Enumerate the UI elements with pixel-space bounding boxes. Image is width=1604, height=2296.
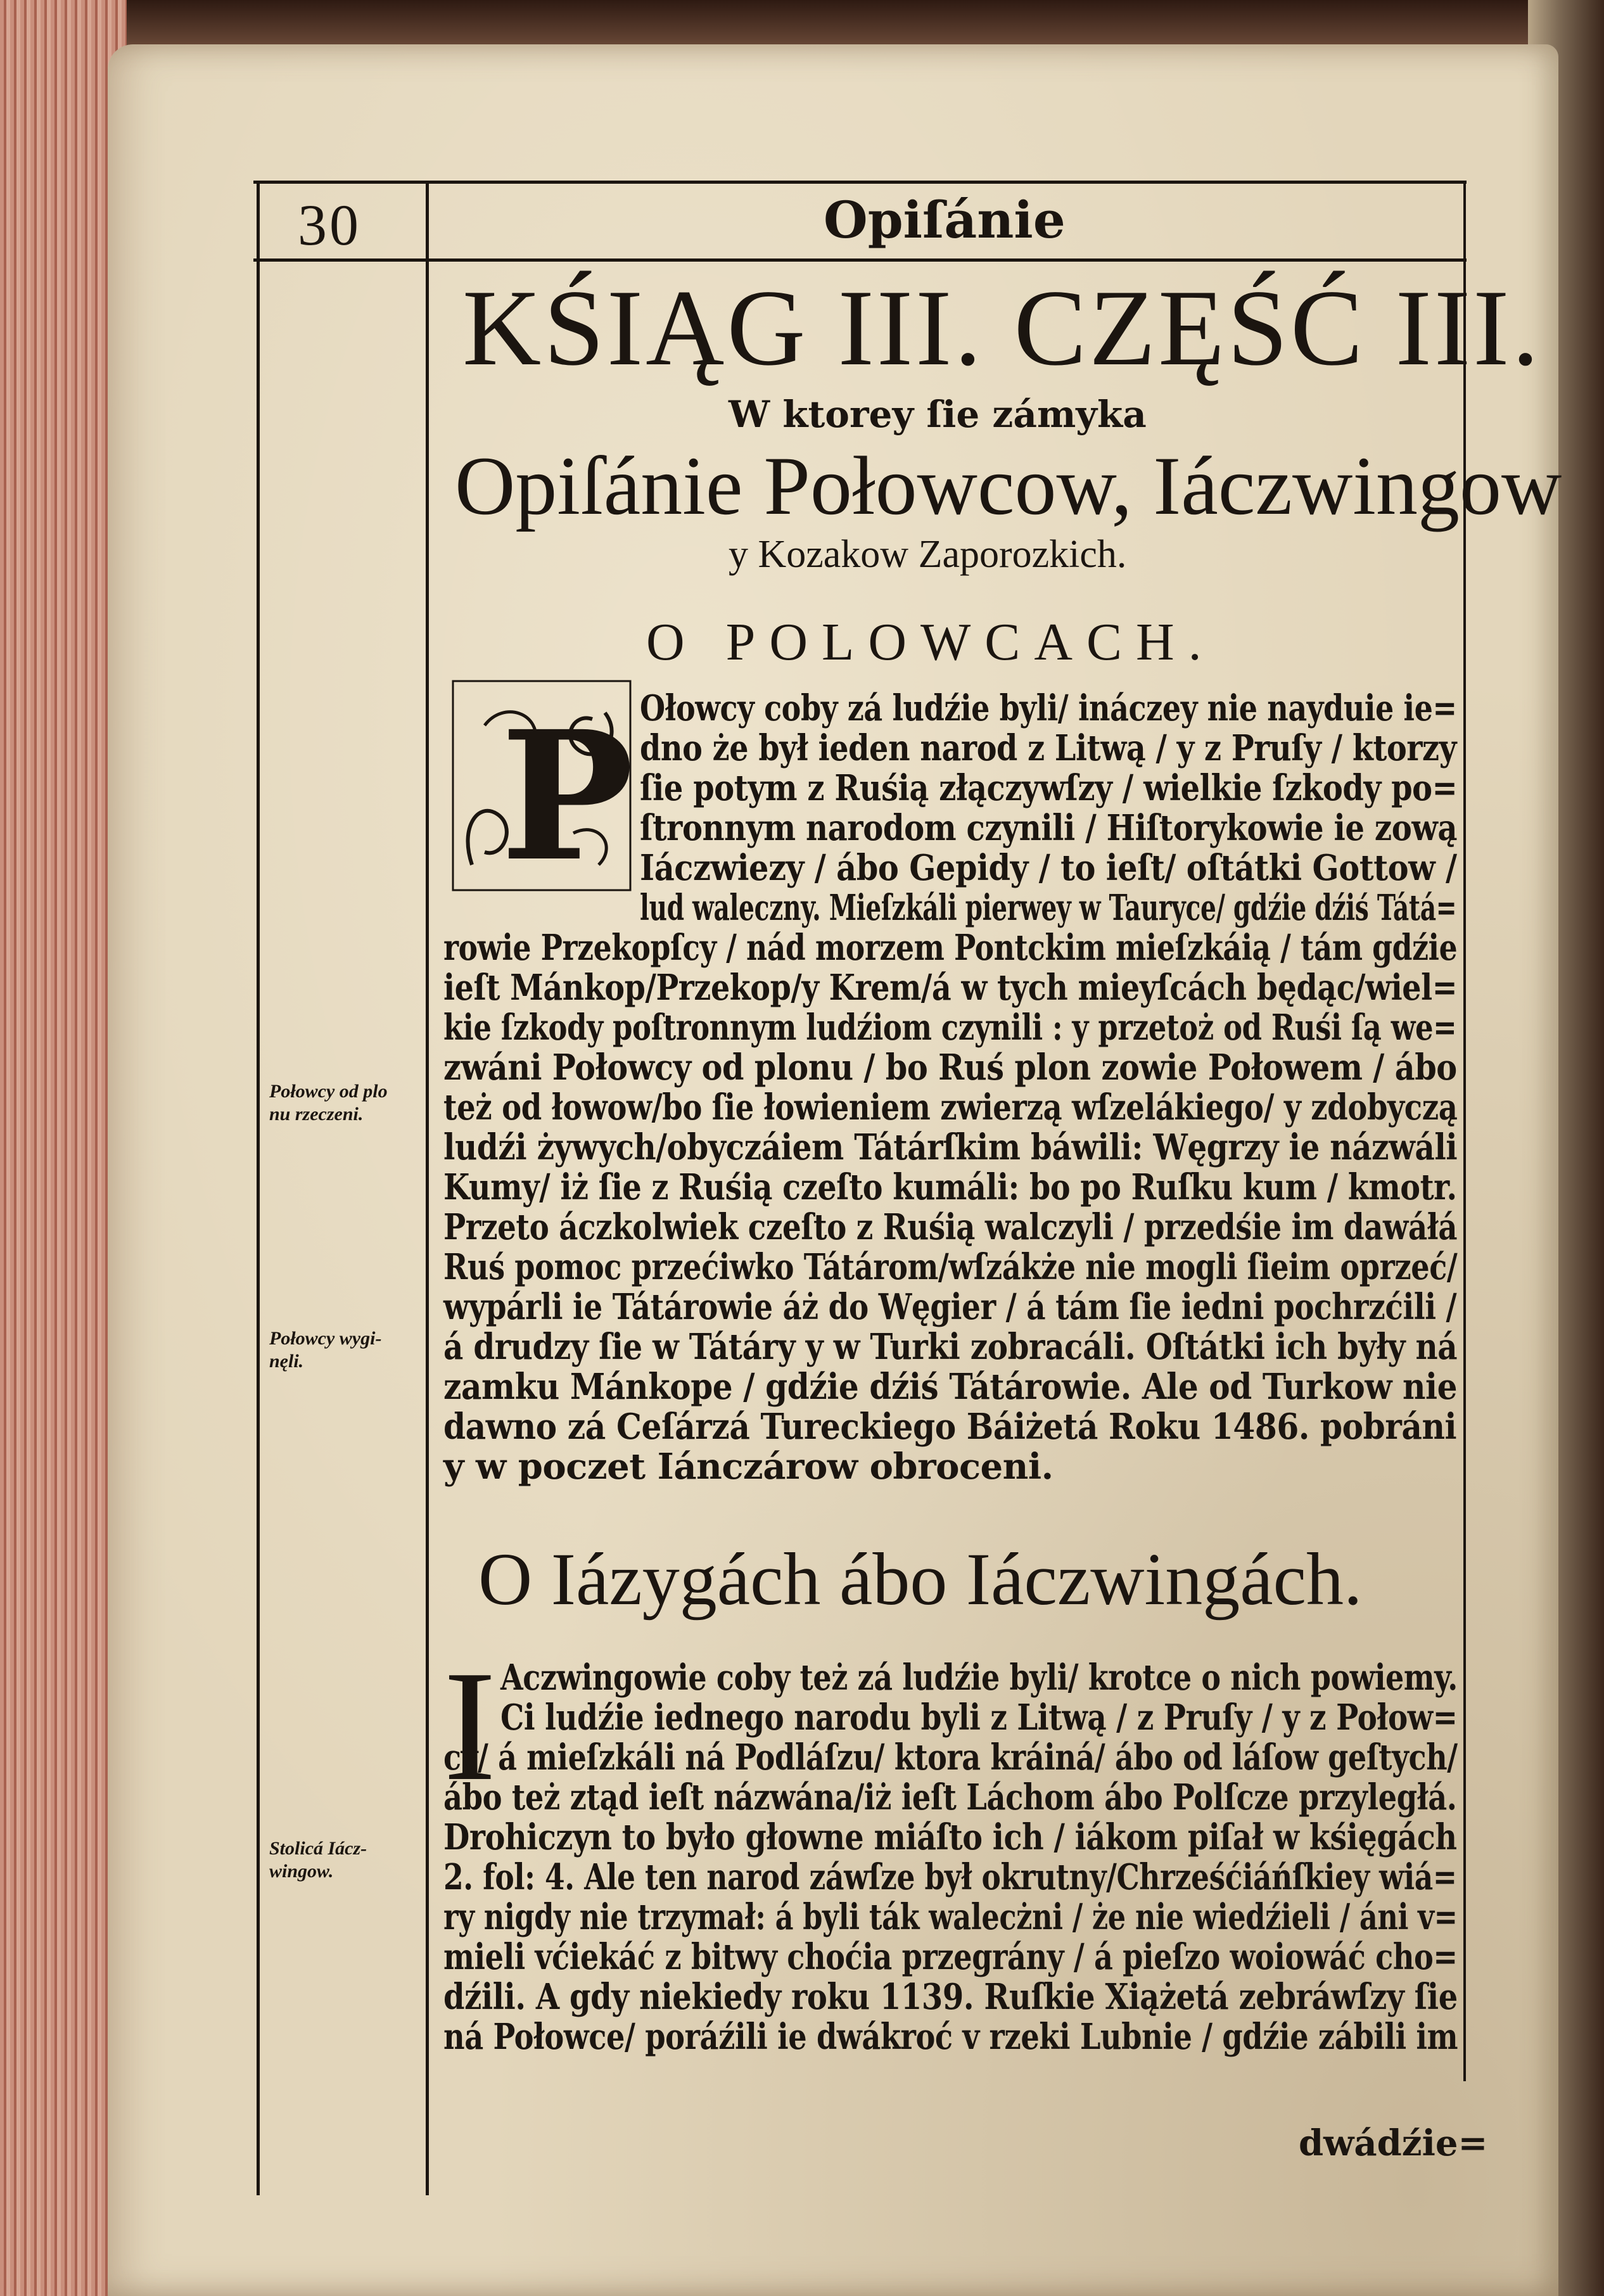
text-line: ieſt Mánkop/Przekop/y Krem/á w tych mieyſcách będąc/wiel= bbox=[443, 967, 1458, 1009]
margin-note-polowcy-expelled bbox=[269, 1327, 424, 1373]
text-line: 2. fol: 4. Ale ten narod záwſze był okrutny/Chrześćiáńſkiey wiá= bbox=[443, 1856, 1457, 1898]
text-line: Przeto áczkolwiek czeſto z Ruśią walczyli / przedśie im dawáłá bbox=[443, 1206, 1458, 1248]
section-heading-jazygi: O Iázygách ábo Iáczwingách. bbox=[478, 1538, 1363, 1621]
text-line: ludźi żywych/obyczáiem Tátárſkim báwili: Węgrzy ie názwáli bbox=[443, 1126, 1458, 1168]
chapter-heading: KŚIĄG III. CZĘŚĆ III. bbox=[462, 268, 1542, 388]
text-line: dno że był ieden narod z Litwą / y z Pruſy / ktorzy bbox=[640, 727, 1456, 769]
margin-note-line: Połowcy wygi- bbox=[269, 1328, 382, 1349]
margin-note-line: Stolicá Iácz- bbox=[269, 1838, 367, 1859]
initial-letter-i: I bbox=[443, 1638, 497, 1814]
text-line: zwáni Połowcy od plonu / bo Ruś plon zowie Połowem / ábo bbox=[443, 1047, 1457, 1088]
margin-note-line: wingow. bbox=[269, 1861, 334, 1882]
section-heading-polowcy: O POLOWCACH. bbox=[646, 613, 1216, 672]
rule-pagenum-underline bbox=[260, 258, 426, 262]
running-head: Opiſánie bbox=[824, 190, 1066, 250]
section-subtitle: y Kozakow Zaporozkich. bbox=[729, 533, 1127, 576]
decorated-initial-p bbox=[447, 675, 637, 896]
margin-note-line: nu rzeczeni. bbox=[269, 1104, 364, 1125]
section-title: Opiſánie Połowcow, Iáczwingow bbox=[455, 439, 1562, 532]
text-line: Ołowcy coby zá ludźie byli/ ináczey nie nayduie ie= bbox=[640, 687, 1457, 729]
text-line: á drudzy ſie w Tátáry y w Turki zobracáli. Oſtátki ich były ná bbox=[443, 1326, 1458, 1368]
text-line: Drohiczyn to było głowne miáſto ich / iákom piſał w kśięgách bbox=[443, 1816, 1457, 1858]
margin-note-polowcy-name bbox=[269, 1080, 424, 1126]
margin-note-line: Połowcy od plo bbox=[269, 1081, 388, 1102]
margin-note-line: nęli. bbox=[269, 1351, 304, 1372]
rule-header-top bbox=[253, 181, 1467, 184]
text-line: wypárli ie Tátárowie áż do Węgier / á tám ſie iedni pochrzćili / bbox=[443, 1286, 1457, 1328]
text-line: ry nigdy nie trzymał: á byli ták walecżni / że nie wiedźieli / áni v= bbox=[443, 1896, 1458, 1938]
chapter-subline: W ktorey ſie zámyka bbox=[729, 393, 1147, 436]
text-line: kie ſzkody poſtronnym ludźiom czynili : y przetoż od Ruśi ſą we= bbox=[443, 1007, 1457, 1049]
text-line: rowie Przekopſcy / nád morzem Pontckim mieſzkáią / tám gdźie bbox=[443, 927, 1458, 969]
rule-margin-right bbox=[426, 181, 429, 2195]
text-line: Aczwingowie coby też zá ludźie byli/ krotce o nich powiemy. bbox=[500, 1657, 1458, 1699]
text-line: dźili. A gdy niekiedy roku 1139. Ruſkie Xiążetá zebráwſzy ſie bbox=[443, 1976, 1458, 2018]
text-line: zamku Mánkope / gdźie dźiś Tátárowie. Ale od Turkow nie bbox=[443, 1366, 1458, 1408]
text-line: Ci ludźie iednego narodu byli z Litwą / z Pruſy / y z Połow= bbox=[500, 1697, 1458, 1738]
text-line: ná Połowce/ poráźili ie dwákroć v rzeki Lubnie / gdźie zábili im bbox=[443, 2016, 1458, 2058]
initial-ornament bbox=[447, 675, 637, 896]
text-line: dawno zá Ceſárzá Tureckiego Báiżetá Roku 1486. pobráni bbox=[443, 1406, 1457, 1448]
rule-header-bottom bbox=[253, 258, 1467, 262]
text-line: lud waleczny. Mieſzkáli pierwey w Tauryce/ gdźie dźiś Tátá= bbox=[640, 887, 1457, 929]
text-line: ábo też ztąd ieſt názwána/iż ieſt Láchom ábo Polſcze przyległá. bbox=[443, 1776, 1457, 1818]
text-line: mieli vćiekáć z bitwy choćia przegrány / á pieſzo woiowáć cho= bbox=[443, 1936, 1458, 1978]
text-line: też od łowow/bo ſie łowieniem zwierzą wſzelákiego/ y zdobyczą bbox=[443, 1087, 1458, 1128]
catchword: dwádźie= bbox=[1299, 2122, 1488, 2164]
text-line: Iáczwiezy / ábo Gepidy / to ieſt/ oſtátki Gottow / bbox=[640, 847, 1457, 889]
margin-note-capital bbox=[269, 1837, 424, 1883]
text-line: Kumy/ iż ſie z Ruśią czeſto kumáli: bo po Ruſku kum / kmotr. bbox=[443, 1166, 1457, 1208]
text-line: ſtronnym narodom czynili / Hiſtorykowie ie zową bbox=[640, 807, 1458, 849]
page-number: 30 bbox=[298, 193, 361, 257]
rule-margin-left bbox=[257, 181, 260, 2195]
text-line: cy/ á mieſzkáli ná Podláſzu/ ktora kráiná/ ábo od láſow geſtych/ bbox=[443, 1737, 1458, 1778]
text-line: ſie potym z Ruśią złączywſzy / wielkie ſzkody po= bbox=[640, 767, 1458, 809]
initial-letter-p: P bbox=[500, 692, 634, 896]
text-line: Ruś pomoc przećiwko Tátárom/wſzákże nie mogli ſieim oprzeć/ bbox=[443, 1246, 1458, 1288]
text-line: y w poczet Iánczárow obroceni. bbox=[443, 1446, 1053, 1488]
